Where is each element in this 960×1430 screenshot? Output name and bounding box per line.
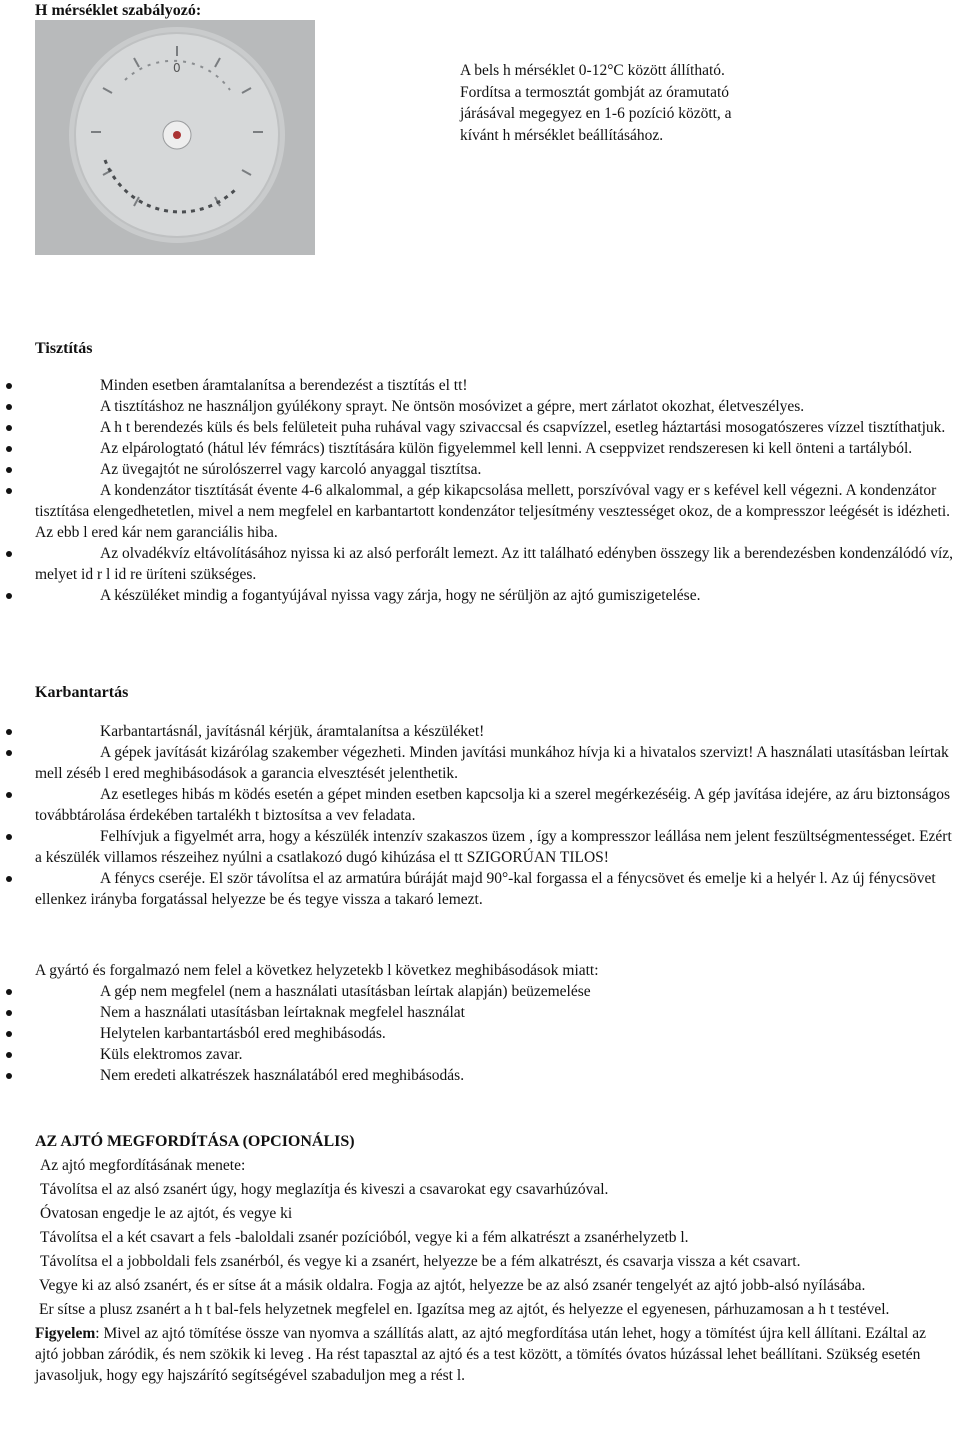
door-note <box>35 1323 938 1386</box>
list-item: Az elpárologtató (hátul lév fémrács) tisztítására külön figyelemmel kell lenni. A cseppvizet rendszeresen ki kell önteni a tartályból. <box>0 438 960 459</box>
bullet-icon <box>6 792 12 798</box>
bullet-icon <box>6 383 12 389</box>
list-item: Az esetleges hibás m ködés esetén a gépet minden esetben kapcsolja ki a szerel megérkezéséig. A gép javítása idejére, az áru biztonságos továbbtárolása érdekében tartalékh t biztosítsa a vev feladata. <box>0 784 960 826</box>
list-item: Felhívjuk a figyelmét arra, hogy a készülék intenzív szakaszos üzem , így a kompresszor leállása nem jelent feszültségmentességet. Ezért a készülék villamos részeihez nyúlni a csatlakozó dugó kihúzása el tt SZIGORÚAN TILOS! <box>0 826 960 868</box>
liability-intro: A gyártó és forgalmazó nem felel a következ helyzetekb l következ meghibásodások miatt: <box>35 962 599 979</box>
bullet-icon <box>6 1031 12 1037</box>
door-steps <box>35 1155 938 1386</box>
description-line: A bels h mérséklet 0-12°C között állítható. <box>460 62 725 79</box>
door-note-text: : Mivel az ajtó tömítése össze van nyomva a szállítás alatt, az ajtó megfordítása után lehet, hogy a tömítést újra kell állítani. Ezáltal az ajtó jobban záródik, és nem szökik ki leveg . Ha rést tapasztal az ajtó és a test között, a tömítés óvatos húzással lehet beállítani. Szükség esetén javasoljuk, hogy egy hajszárító segítségével szabaduljon meg a rést l. <box>35 1325 926 1384</box>
list-item: A gép nem megfelel (nem a használati utasításban leírtak alapján) beüzemelése <box>0 981 960 1002</box>
door-step: Óvatosan engedje le az ajtót, és vegye ki <box>40 1205 293 1222</box>
bullet-icon <box>6 1052 12 1058</box>
list-item: A fénycs cseréje. El ször távolítsa el az armatúra búráját majd 90°-kal forgassa el a fénycsövet és emelje ki a helyér l. Az új fénycsövet ellenkez irányba forgatással helyezze be és tegye vissza a takaró lemezt. <box>0 868 960 910</box>
liability-list <box>0 981 960 1086</box>
description-line: Fordítsa a termosztát gombját az óramutató <box>460 83 730 101</box>
maintenance-list <box>0 721 960 910</box>
list-item: Küls elektromos zavar. <box>0 1044 960 1065</box>
door-step: Vegye ki az alsó zsanért, és er sítse át a másik oldalra. Fogja az ajtót, helyezze be az alsó zsanér tengelyét az ajtó jobb-alsó nyílásába. <box>39 1277 866 1294</box>
list-item: Minden esetben áramtalanítsa a berendezést a tisztítás el tt! <box>0 375 960 396</box>
list-item: A tisztításhoz ne használjon gyúlékony sprayt. Ne öntsön mosóvizet a gépre, mert zárlatot okozhat, életveszélyes. <box>0 396 960 417</box>
door-note-label: Figyelem <box>35 1325 96 1342</box>
bullet-icon <box>6 467 12 473</box>
list-item: Az üvegajtót ne súrolószerrel vagy karcoló anyaggal tisztítsa. <box>0 459 960 480</box>
list-item: A gépek javítását kizárólag szakember végezheti. Minden javítási munkához hívja ki a hivatalos szervizt! A használati utasításban leírtak mell zéséb l ered meghibásodások a garancia elvesztését jelenthetik. <box>0 742 960 784</box>
list-item: Az olvadékvíz eltávolításához nyissa ki az alsó perforált lemezt. Az itt található edényben összegy lik a berendezésben kondenzálódó víz, melyet id r l id re üríteni szükséges. <box>0 543 960 585</box>
list-item: A készüléket mindig a fogantyújával nyissa vagy zárja, hogy ne sérüljön az ajtó gumiszigetelése. <box>0 585 960 606</box>
bullet-icon <box>6 446 12 452</box>
svg-text:0: 0 <box>173 61 181 75</box>
list-item: Nem eredeti alkatrészek használatából ered meghibásodás. <box>0 1065 960 1086</box>
list-item: Helytelen karbantartásból ered meghibásodás. <box>0 1023 960 1044</box>
door-step: Távolítsa el a két csavart a fels -baloldali zsanér pozícióból, vegye ki a fém alkatrészt a zsanérhelyzetb l. <box>40 1229 689 1246</box>
bullet-icon <box>6 750 12 756</box>
bullet-icon <box>6 404 12 410</box>
thermostat-photo <box>35 20 315 255</box>
description-line: kívánt h mérséklet beállításához. <box>460 126 664 144</box>
cleaning-list <box>0 375 960 606</box>
bullet-icon <box>6 834 12 840</box>
list-item: Karbantartásnál, javításnál kérjük, áramtalanítsa a készüléket! <box>0 721 960 742</box>
door-step: Távolítsa el a jobboldali fels zsanérból, és vegye ki a zsanért, helyezze be a fém alkatrészt, és csavarja vissza a két csavart. <box>40 1253 801 1270</box>
thermostat-dial-icon <box>35 20 315 255</box>
door-step: Távolítsa el az alsó zsanért úgy, hogy meglazítja és kiveszi a csavarokat egy csavarhúzóval. <box>40 1181 609 1198</box>
list-item: Nem a használati utasításban leírtaknak megfelel használat <box>0 1002 960 1023</box>
door-step: Er sítse a plusz zsanért a h t bal-fels helyzetnek megfelel en. Igazítsa meg az ajtót, és helyezze el egyenesen, párhuzamosan a h t testével. <box>39 1301 890 1318</box>
bullet-icon <box>6 551 12 557</box>
bullet-icon <box>6 425 12 431</box>
bullet-icon <box>6 729 12 735</box>
bullet-icon <box>6 1073 12 1079</box>
bullet-icon <box>6 989 12 995</box>
list-item: A kondenzátor tisztítását évente 4-6 alkalommal, a gép kikapcsolása mellett, porszívóval vagy er s kefével kell végezni. A kondenzátor tisztítása elengedhetetlen, mivel a nem megfelel en karbantartott kondenzátor teljesítmény vesztességet okoz, de a kompresszor leégését is idézheti. Az ebb l ered kár nem garanciális hiba. <box>0 480 960 543</box>
door-step: Az ajtó megfordításának menete: <box>40 1157 246 1174</box>
maintenance-heading: Karbantartás <box>35 684 129 701</box>
bullet-icon <box>6 876 12 882</box>
description-line: járásával megegyez en 1-6 pozíció között, a <box>460 105 732 122</box>
bullet-icon <box>6 488 12 494</box>
bullet-icon <box>6 593 12 599</box>
cleaning-heading: Tisztítás <box>35 340 93 357</box>
thermostat-heading: H mérséklet szabályozó: <box>35 2 202 19</box>
door-heading: AZ AJTÓ MEGFORDÍTÁSA (OPCIONÁLIS) <box>35 1133 355 1150</box>
thermostat-description <box>460 60 860 146</box>
list-item: A h t berendezés küls és bels felületeit puha ruhával vagy szivaccsal és csapvízzel, esetleg háztartási mosogatószeres vízzel tisztíthatjuk. <box>0 417 960 438</box>
bullet-icon <box>6 1010 12 1016</box>
